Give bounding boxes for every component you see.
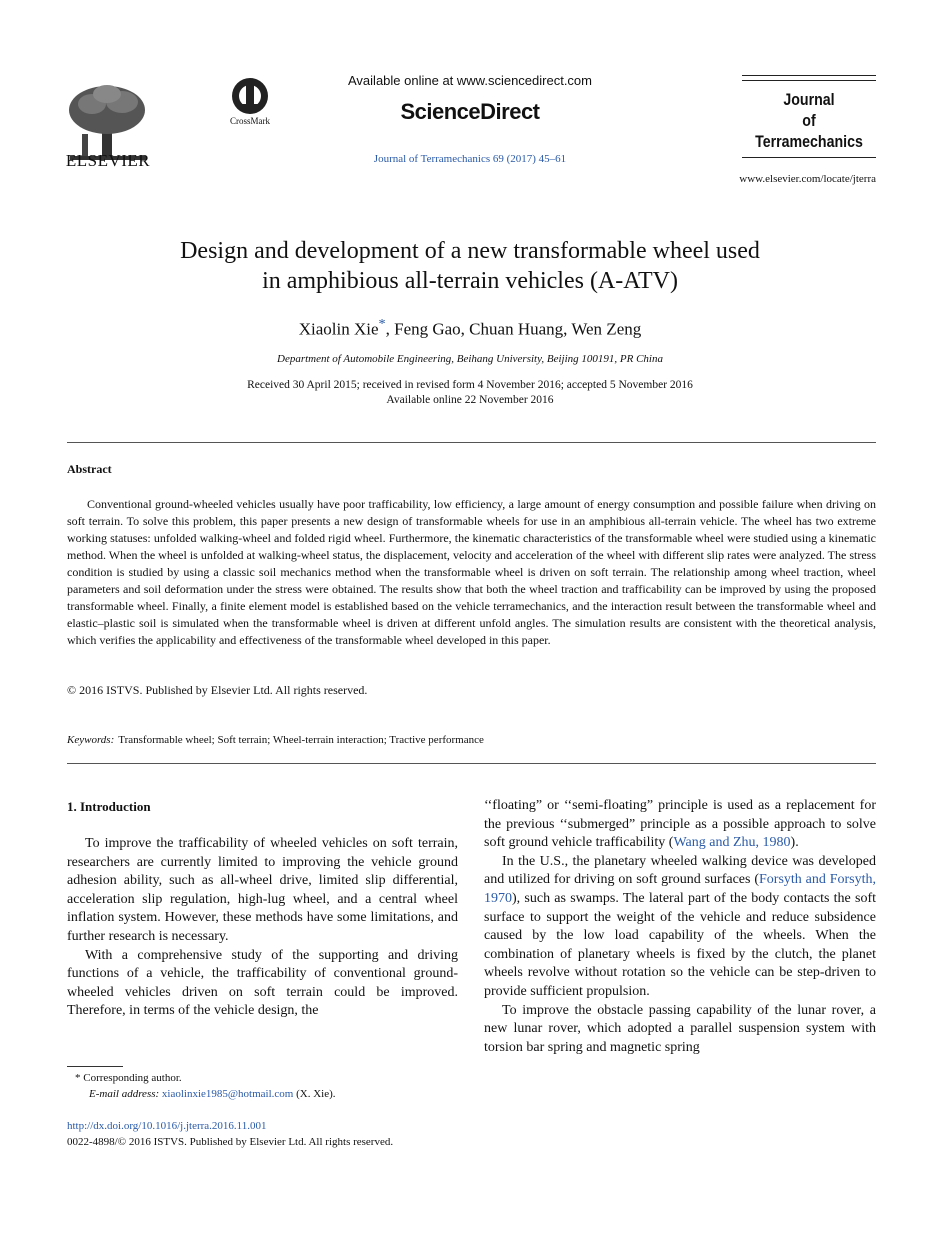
citation-link[interactable]: Forsyth and Forsyth, 1970 bbox=[484, 872, 876, 906]
paragraph: In the U.S., the planetary wheeled walking device was developed and utilized for driving on soft ground surfaces (Forsyth and Forsyth, 1970), such as swamps. The lateral part of the body contacts the soft surface to support the weight of the vehicle and reduce subsidence caused by the low load capability of the wheels. When the combination of planetary wheels is fixed by the clutch, the planet wheels revolve without rotation so the vehicle can be step-driven to provide sufficient propulsion. bbox=[484, 853, 876, 999]
right-column bbox=[484, 797, 876, 1057]
abstract-copyright: © 2016 ISTVS. Published by Elsevier Ltd. All rights reserved. bbox=[67, 683, 368, 697]
journal-box-rule-bottom bbox=[742, 157, 876, 158]
article-dates: Received 30 April 2015; received in revised form 4 November 2016; accepted 5 November 2016 Available online 22 November 2016 bbox=[247, 379, 693, 406]
left-column bbox=[67, 835, 458, 1021]
section-heading: 1. Introduction bbox=[67, 799, 151, 814]
paragraph: To improve the obstacle passing capability of the lunar rover, a new lunar rover, which adopted a parallel suspension system with torsion bar spring and magnetic spring bbox=[484, 1002, 876, 1055]
journal-box-rule-mid bbox=[742, 80, 876, 81]
journal-reference-link[interactable]: Journal of Terramechanics 69 (2017) 45–61 bbox=[373, 153, 567, 165]
author-list: Xiaolin Xie*, Feng Gao, Chuan Huang, Wen Zeng bbox=[298, 316, 642, 339]
email-line: E-mail address: xiaolinxie1985@hotmail.com (X. Xie). bbox=[89, 1088, 336, 1100]
paragraph: With a comprehensive study of the supporting and driving functions of a vehicle, the trafficability of conventional ground-wheeled vehicles driven on soft terrain could be improved. Therefore, in terms of the vehicle design, the bbox=[67, 947, 458, 1019]
footnote bbox=[67, 1070, 458, 1102]
keywords-line bbox=[67, 734, 484, 746]
article-title: Design and development of a new transformable wheel used in amphibious all-terrain vehicles (A-ATV) bbox=[180, 238, 760, 294]
keywords-label: Keywords: bbox=[67, 734, 115, 746]
journal-name: Journal of Terramechanics bbox=[755, 91, 863, 151]
abstract-heading: Abstract bbox=[67, 462, 112, 476]
crossmark-label: CrossMark bbox=[230, 116, 270, 126]
crossmark-icon[interactable] bbox=[228, 76, 272, 116]
author-name[interactable]: Xiaolin Xie bbox=[298, 319, 379, 339]
affiliation: Department of Automobile Engineering, Beihang University, Beijing 100191, PR China bbox=[277, 353, 663, 365]
divider bbox=[67, 442, 876, 443]
doi-link[interactable]: http://dx.doi.org/10.1016/j.jterra.2016.11.001 bbox=[67, 1120, 267, 1132]
corresponding-author-note: * Corresponding author. bbox=[75, 1072, 182, 1084]
sciencedirect-wordmark[interactable]: ScienceDirect bbox=[400, 99, 540, 124]
issn-line: 0022-4898/© 2016 ISTVS. Published by Elsevier Ltd. All rights reserved. bbox=[67, 1136, 394, 1148]
footnote-rule bbox=[67, 1066, 123, 1067]
available-online-text: Available online at www.sciencedirect.com bbox=[348, 73, 592, 88]
doi-block bbox=[67, 1118, 393, 1150]
email-link[interactable]: xiaolinxie1985@hotmail.com bbox=[161, 1088, 294, 1100]
journal-box-rule-top bbox=[742, 75, 876, 76]
abstract-text: Conventional ground-wheeled vehicles usually have poor trafficability, low efficiency, a large amount of energy consumption and possible failure when driving on soft terrain. To solve this problem, this paper presents a new design of transformable wheels for use in an amphibious all-terrain vehicle. The wheel has two extreme working statuses: unfolded walking-wheel and folded rigid wheel. Furthermore, the kinematic characteristics of the transformable wheel were studied using a kinematic method. When the wheel is unfolded at walking-wheel status, the displacement, velocity and acceleration of the wheel with different slip rates were analyzed. The stress condition is studied by using a classic soil mechanics method when the transformable wheel is driven on soft terrain. The relationship among wheel traction, wheel parameters and soil deformation under the stress were obtained. The results show that both the wheel traction and trafficability can be improved by using the proposed transformable wheel. Finally, a finite element model is established based on the vehicle terramechanics, and the interaction result between the transformable wheel and elastic–plastic soil is simulated when the transformable wheel is driven at different unfold angles. The simulation results are consistent with the theoretical analysis, which verifies the applicability and effectiveness of the transformable wheel developed in this paper. bbox=[67, 497, 876, 647]
keywords-list: Transformable wheel; Soft terrain; Wheel-terrain interaction; Tractive performance bbox=[118, 734, 484, 746]
corresponding-author-mark[interactable]: * bbox=[378, 316, 386, 332]
journal-url-link[interactable]: www.elsevier.com/locate/jterra bbox=[739, 173, 876, 185]
publisher-name: ELSEVIER bbox=[65, 151, 151, 170]
citation-link[interactable]: Wang and Zhu, 1980 bbox=[673, 835, 791, 851]
paragraph: ‘‘floating” or ‘‘semi-floating” principle is used as a replacement for the previous ‘‘submerged” principle as a possible approach to solve soft ground vehicle trafficability (Wang and Zhu, 1980). bbox=[484, 798, 876, 851]
divider bbox=[67, 763, 876, 764]
paragraph: To improve the trafficability of wheeled vehicles on soft terrain, researchers are currently limited to improving the vehicle ground adhesion ability, such as all-wheel drive, limited slip differential, acceleration slip regulation, high-lug wheel, and a central wheel inflation system. However, these methods have some limitations, and further research is necessary. bbox=[67, 836, 458, 944]
